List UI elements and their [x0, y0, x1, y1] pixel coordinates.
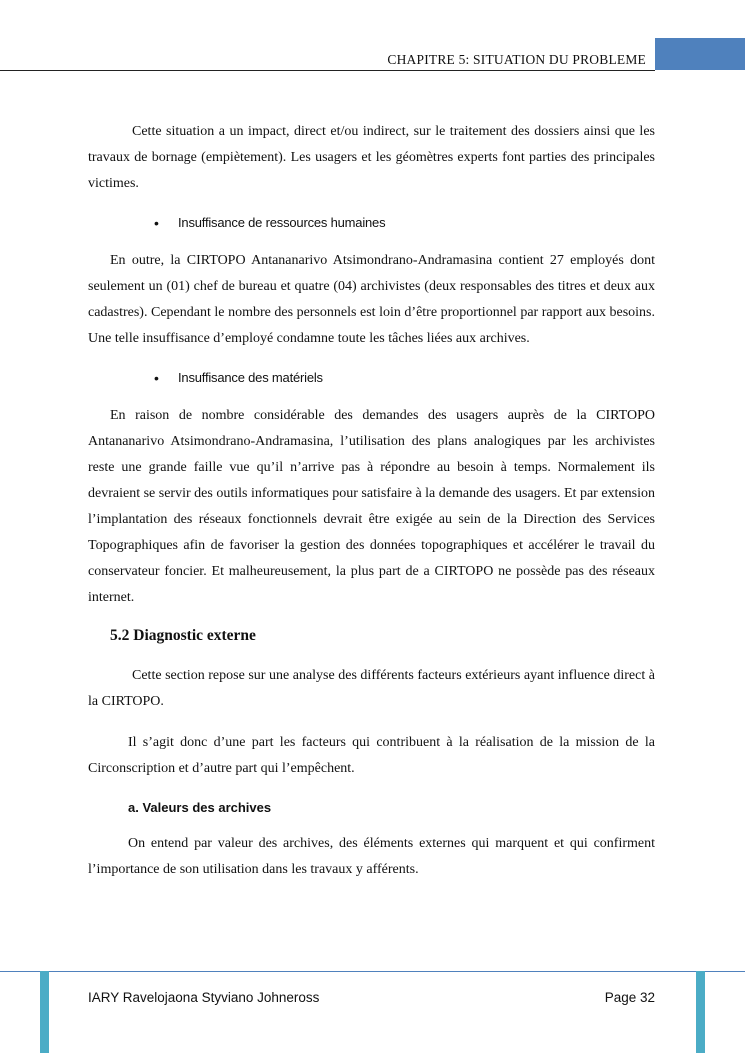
bullet-label: Insuffisance de ressources humaines	[178, 215, 386, 230]
page-number: Page 32	[604, 990, 655, 1005]
footer-author: IARY Ravelojaona Styviano Johneross	[88, 990, 320, 1005]
chapter-header: CHAPITRE 5: SITUATION DU PROBLEME	[387, 52, 646, 67]
bullet-human-resources	[88, 212, 655, 234]
page-content	[88, 119, 655, 883]
footer-right-bar	[696, 971, 705, 1053]
footer-rule	[0, 971, 745, 972]
paragraph-archive-value: On entend par valeur des archives, des éléments externes qui marquent et qui confirment l’importance de son utilisation dans les travaux y afférents.	[88, 836, 655, 877]
paragraph-equipment: En raison de nombre considérable des demandes des usagers auprès de la CIRTOPO Antananarivo Atsimondrano-Andramasina, l’utilisation des plans analogiques par les archivistes reste une grande faille vue qu’il n’arrive pas à répondre au besoin à temps. Normalement ils devraient se servir des outils informatiques pour satisfaire à la demande des usagers. Et par extension l’implantation des réseaux fonctionnels devrait être exigée au sein de la Direction des Services Topographiques afin de favoriser la gestion des données topographiques et accélérer le travail du conservateur foncier. Et malheureusement, la plus part de a CIRTOPO ne possède pas des réseaux internet.	[88, 408, 655, 605]
footer-left-bar	[40, 971, 49, 1053]
bullet-equipment	[88, 367, 655, 389]
header-accent-box	[655, 38, 745, 70]
section-heading: 5.2 Diagnostic externe	[110, 627, 256, 644]
paragraph-staff: En outre, la CIRTOPO Antananarivo Atsimondrano-Andramasina contient 27 employés dont seulement un (01) chef de bureau et quatre (04) archivistes (deux responsables des titres et deux aux cadastres). Cependant le nombre des personnels est loin d’être proportionnel par rapport aux besoins. Une telle insuffisance d’employé condamne toute les tâches liées aux archives.	[88, 253, 655, 346]
paragraph-factors: Il s’agit donc d’une part les facteurs qui contribuent à la réalisation de la mission de la Circonscription et d’autre part qui l’empêchent.	[88, 735, 655, 776]
bullet-dot-icon: •	[154, 215, 159, 231]
header-rule	[0, 70, 655, 71]
bullet-label: Insuffisance des matériels	[178, 370, 323, 385]
paragraph-section-intro: Cette section repose sur une analyse des différents facteurs extérieurs ayant influence direct à la CIRTOPO.	[88, 668, 655, 709]
subsection-heading: a. Valeurs des archives	[128, 800, 272, 815]
paragraph-impact: Cette situation a un impact, direct et/ou indirect, sur le traitement des dossiers ainsi que les travaux de bornage (empiètement). Les usagers et les géomètres experts font parties des principales victimes.	[88, 124, 655, 191]
bullet-dot-icon: •	[154, 370, 159, 386]
